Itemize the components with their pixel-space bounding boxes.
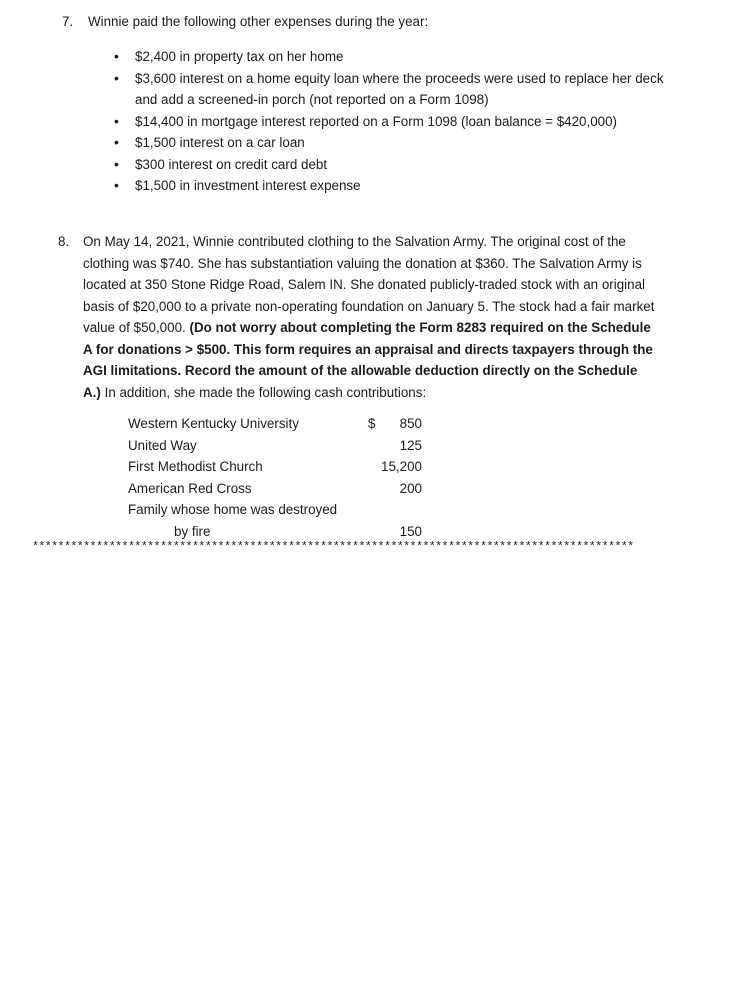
- contribution-name: First Methodist Church: [128, 459, 263, 474]
- expense-item: • $3,600 interest on a home equity loan where the proceeds were used to replace her deck and add a screened-in porch (not reported on a Form 1098): [114, 68, 674, 111]
- contribution-name: American Red Cross: [128, 480, 252, 496]
- expense-item: • $14,400 in mortgage interest reported on a Form 1098 (loan balance = $420,000): [114, 111, 674, 133]
- contribution-name: Western Kentucky University: [128, 416, 299, 431]
- contribution-row: [128, 456, 428, 478]
- contribution-name-continued: by fire: [174, 523, 211, 539]
- contribution-amount: 15,200: [381, 459, 422, 474]
- contribution-row: [128, 478, 428, 500]
- separator-line: **********************************************************************************************: [32, 541, 634, 554]
- question-7-number: 7.: [62, 14, 74, 29]
- contribution-name: Family whose home was destroyed: [128, 502, 338, 517]
- contribution-amount: 850: [399, 416, 422, 431]
- currency-symbol: $: [368, 416, 376, 431]
- contribution-amount: 125: [399, 437, 422, 453]
- expense-item: • $2,400 in property tax on her home: [114, 46, 674, 68]
- expense-item: • $1,500 in investment interest expense: [114, 175, 674, 197]
- question-8-intro: On May 14, 2021, Winnie contributed clothing to the Salvation Army. The original cost of the clothing was $740. She has substantiation valuing the donation at $360. The Salvation Army is located at 350 Stone Ridge Road, Salem IN. She donated publicly-traded stock with an original basis of $20,000 to a private non-operating foundation on January 5. The stock had a fair market value of $50,000.: [83, 234, 655, 335]
- question-8-closing: In addition, she made the following cash contributions:: [104, 384, 427, 400]
- question-8-bold-note: (Do not worry about completing the Form 8283 required on the Schedule A for donations > $500. This form requires an appraisal and directs taxpayers through the AGI limitations. Record the amount of the allowable deduction directly on the Schedule A.): [83, 320, 653, 400]
- contribution-row: [128, 413, 428, 435]
- contribution-amount: 200: [399, 480, 422, 496]
- question-8-body: [83, 231, 658, 403]
- contribution-name: United Way: [128, 437, 197, 453]
- question-7-prompt: Winnie paid the following other expenses during the year:: [88, 14, 429, 29]
- expense-list: [114, 46, 674, 197]
- contribution-row: [128, 499, 428, 542]
- expense-item: • $300 interest on credit card debt: [114, 154, 674, 176]
- expense-item: • $1,500 interest on a car loan: [114, 132, 674, 154]
- contribution-amount: 150: [399, 523, 422, 539]
- contribution-row: [128, 435, 428, 457]
- question-8-number: 8.: [58, 234, 70, 249]
- contributions-table: [128, 413, 428, 542]
